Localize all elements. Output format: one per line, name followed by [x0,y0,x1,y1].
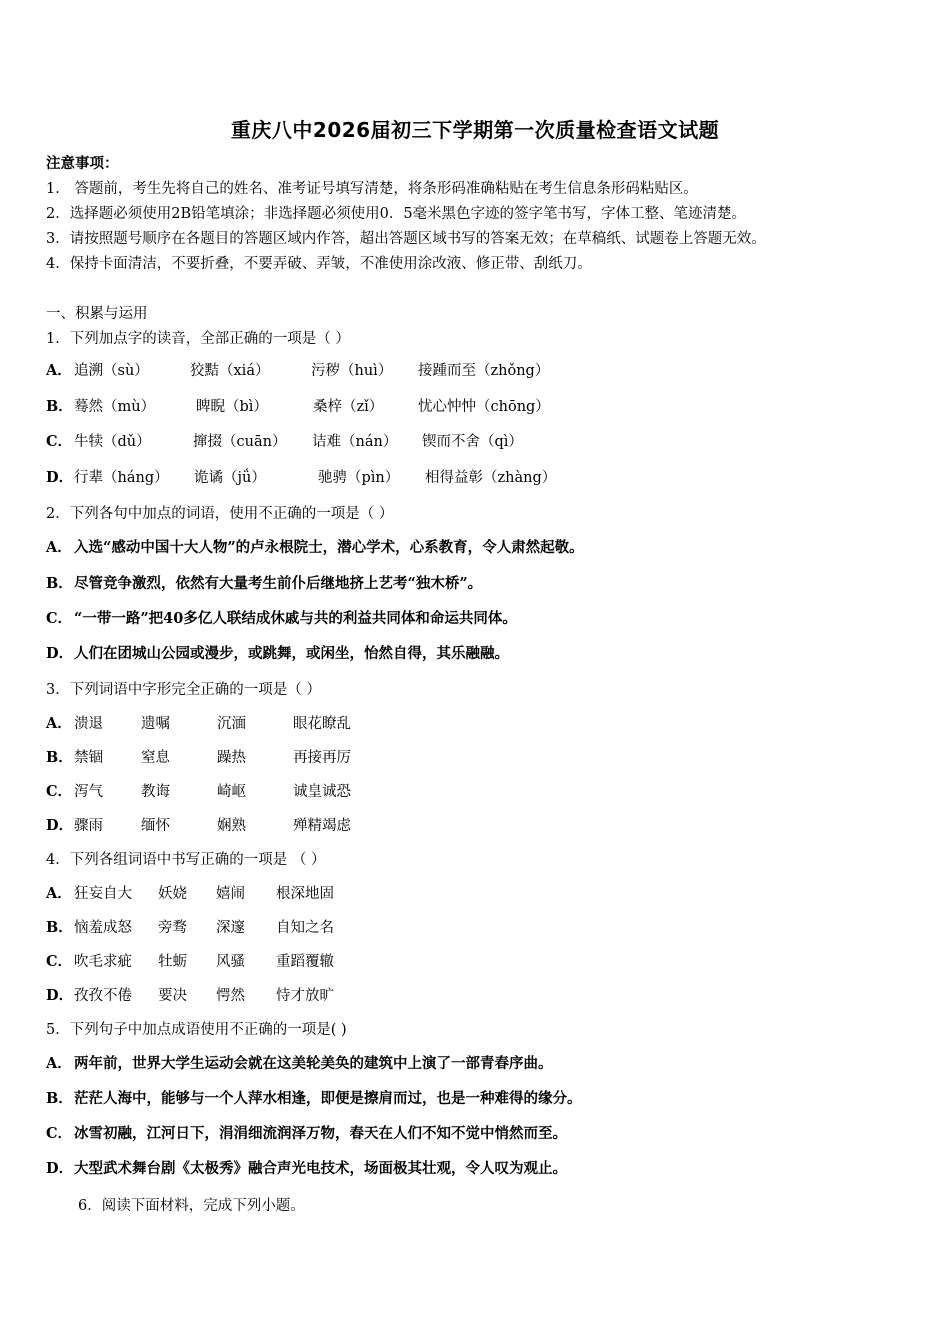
option-cell: 躁热 [217,750,246,766]
option-row [46,359,549,380]
option-cell: 娴熟 [217,818,246,834]
option-label: D． [46,469,74,486]
notice-item: 2．选择题必须使用2B铅笔填涂；非选择题必须使用0．5毫米黑色字迹的签字笔书写，字体工整、笔迹清楚。 [46,206,747,222]
option-cell: 污秽（huì） [311,363,393,379]
option-text: 大型武术舞台剧《太极秀》融合声光电技术，场面极其壮观，令人叹为观止。 [74,1160,567,1177]
option-cell: 睥睨（bì） [196,399,268,415]
option-cell: 诘难（nán） [312,434,398,450]
option-row [46,1122,567,1143]
option-cell: 再接再厉 [293,750,351,766]
option-cell: 蓦然（mù） [74,399,156,415]
option-cell: 要决 [158,988,187,1004]
section-heading: 一、积累与运用 [46,306,148,322]
option-label: A． [46,715,72,732]
option-cell: 忧心忡忡（chōng） [418,399,550,415]
option-cell: 殚精竭虑 [293,818,351,834]
option-label: B． [46,575,73,592]
option-text: 茫茫人海中，能够与一个人萍水相逢，即便是擦肩而过，也是一种难得的缘分。 [74,1090,582,1107]
question-stem: 2．下列各句中加点的词语，使用不正确的一项是（ ） [46,506,394,522]
option-row [46,882,334,903]
page-title: 重庆八中2026届初三下学期第一次质量检查语文试题 [230,118,720,142]
option-cell: 重蹈覆辙 [276,954,334,970]
option-cell: 泻气 [74,784,103,800]
option-cell: 狂妄自大 [74,886,132,902]
option-label: B． [46,749,73,766]
option-text: 冰雪初融，江河日下，涓涓细流润泽万物，春天在人们不知不觉中悄然而至。 [74,1125,567,1142]
option-cell: 诡谲（jǘ） [194,470,266,486]
option-cell: 狡黠（xiá） [190,363,270,379]
option-cell: 牛犊（dǔ） [74,434,151,450]
notice-item: 4．保持卡面清洁，不要折叠，不要弄破、弄皱，不准使用涂改液、修正带、刮纸刀。 [46,256,592,272]
option-cell: 自知之名 [276,920,334,936]
option-cell: 驰骋（pìn） [318,470,400,486]
option-label: A． [46,1055,72,1072]
question-stem: 4．下列各组词语中书写正确的一项是 （ ） [46,852,326,868]
option-cell: 溃退 [74,716,103,732]
option-text: “一带一路”把40多亿人联结成休戚与共的利益共同体和命运共同体。 [74,610,517,627]
question-stem: 6．阅读下面材料，完成下列小题。 [78,1198,305,1214]
option-label: D． [46,645,74,662]
option-cell: 愕然 [216,988,245,1004]
option-text: 人们在团城山公园或漫步，或跳舞，或闲坐，怡然自得，其乐融融。 [74,645,509,662]
option-cell: 眼花瞭乱 [293,716,351,732]
option-label: A． [46,362,72,379]
option-cell: 崎岖 [217,784,246,800]
question-stem: 1．下列加点字的读音，全部正确的一项是（ ） [46,331,350,347]
option-row [46,1052,553,1073]
option-row [46,430,523,451]
option-cell: 深邃 [216,920,245,936]
option-label: C． [46,783,73,800]
option-row [46,1087,582,1108]
option-row [46,642,509,663]
option-row [46,1157,567,1178]
option-cell: 孜孜不倦 [74,988,132,1004]
option-cell: 行辈（háng） [74,470,169,486]
option-cell: 桑梓（zǐ） [313,399,384,415]
option-row [46,712,351,733]
option-label: C． [46,610,73,627]
option-cell: 禁锢 [74,750,103,766]
option-cell: 恼羞成怒 [74,920,132,936]
option-label: B． [46,919,73,936]
option-label: A． [46,885,72,902]
option-cell: 撺掇（cuān） [193,434,287,450]
option-cell: 沉湎 [217,716,246,732]
option-row [46,814,351,835]
option-cell: 教诲 [141,784,170,800]
option-label: D． [46,1160,74,1177]
option-cell: 根深地固 [276,886,334,902]
option-text: 尽管竞争激烈，依然有大量考生前仆后继地挤上艺考“独木桥”。 [74,575,483,592]
option-row [46,466,556,487]
option-cell: 接踵而至（zhǒng） [418,363,550,379]
option-label: C． [46,433,73,450]
option-label: A． [46,539,72,556]
option-label: C． [46,953,73,970]
option-label: D． [46,817,74,834]
option-cell: 妖娆 [158,886,187,902]
option-text: 两年前，世界大学生运动会就在这美轮美奂的建筑中上演了一部青春序曲。 [74,1055,553,1072]
option-text: 入选“感动中国十大人物”的卢永根院士，潜心学术，心系教育，令人肃然起敬。 [74,539,584,556]
option-cell: 窒息 [141,750,170,766]
option-cell: 恃才放旷 [276,988,334,1004]
option-cell: 相得益彰（zhàng） [425,470,557,486]
option-row [46,395,550,416]
option-row [46,950,334,971]
option-cell: 牡蛎 [158,954,187,970]
option-row [46,780,351,801]
option-label: D． [46,987,74,1004]
option-cell: 骤雨 [74,818,103,834]
option-label: B． [46,398,73,415]
option-cell: 遗嘱 [141,716,170,732]
option-label: B． [46,1090,73,1107]
option-row [46,984,334,1005]
option-cell: 诚皇诚恐 [293,784,351,800]
option-cell: 锲而不舍（qì） [422,434,523,450]
option-row [46,572,482,593]
notice-item: 3．请按照题号顺序在各题目的答题区域内作答，超出答题区域书写的答案无效；在草稿纸、试题卷上答题无效。 [46,231,766,247]
option-cell: 追溯（sù） [74,363,149,379]
notice-item: 1． 答题前，考生先将自己的姓名、准考证号填写清楚，将条形码准确粘贴在考生信息条形码粘贴区。 [46,181,698,197]
option-cell: 缅怀 [141,818,170,834]
option-cell: 吹毛求疵 [74,954,132,970]
notice-heading: 注意事项： [46,155,119,172]
option-cell: 风骚 [216,954,245,970]
option-row [46,607,517,628]
option-row [46,746,351,767]
option-cell: 嬉闹 [216,886,245,902]
question-stem: 5．下列句子中加点成语使用不正确的一项是( ) [46,1022,347,1038]
question-stem: 3．下列词语中字形完全正确的一项是（ ） [46,682,321,698]
option-label: C． [46,1125,73,1142]
option-cell: 旁骛 [158,920,187,936]
option-row [46,536,584,557]
option-row [46,916,334,937]
